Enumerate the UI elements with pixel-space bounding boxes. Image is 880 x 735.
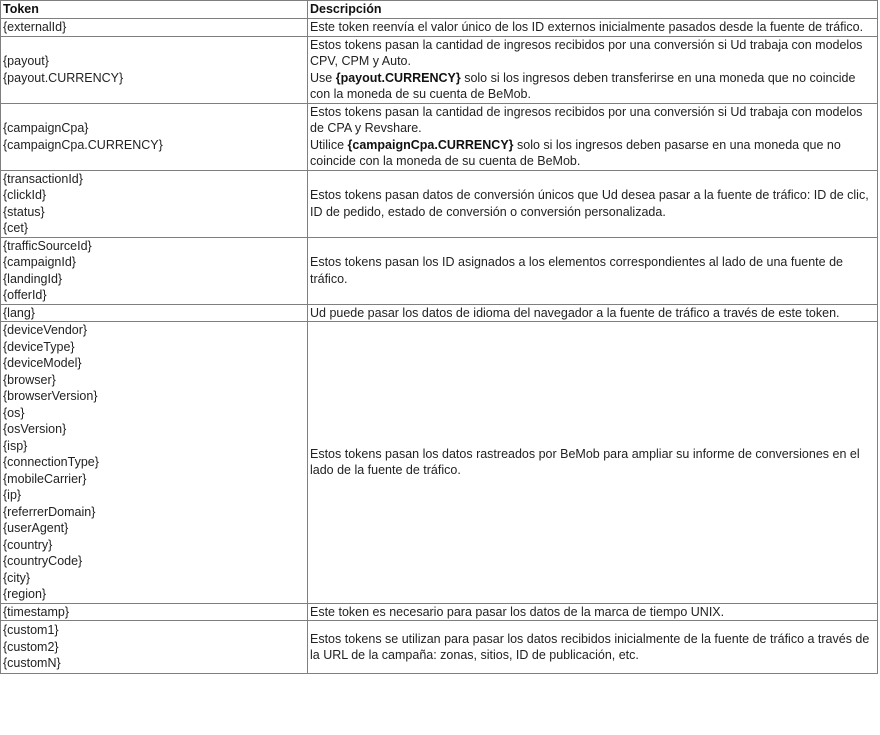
description-text: Este token reenvía el valor único de los ID externos inicialmente pasados desde la fuente de tráfico. <box>310 20 864 34</box>
note-token: {payout.CURRENCY} <box>335 70 461 85</box>
token-name: {campaignCpa.CURRENCY} <box>3 137 163 152</box>
token-name: {browserVersion} <box>3 389 98 403</box>
token-cell <box>1 621 308 674</box>
header-token: Token <box>1 1 308 19</box>
description-text: Estos tokens pasan los ID asignados a los elementos correspondientes al lado de una fuente de tráfico. <box>310 255 843 286</box>
description-text: Estos tokens pasan la cantidad de ingresos recibidos por una conversión si Ud trabaja con modelos CPV, CPM y Auto. <box>310 37 863 68</box>
token-name: {mobileCarrier} <box>3 471 87 486</box>
token-name: {ip} <box>3 488 22 502</box>
table-header-row <box>1 1 878 19</box>
description-cell <box>308 19 878 37</box>
table-row <box>1 322 878 604</box>
description-cell <box>308 237 878 304</box>
table-row <box>1 19 878 37</box>
token-name: {connectionType} <box>3 455 99 469</box>
token-name: {customN} <box>3 656 61 671</box>
token-name: {referrerDomain} <box>3 504 96 519</box>
token-name: {country} <box>3 537 53 552</box>
currency-note <box>310 137 875 170</box>
token-name: {osVersion} <box>3 422 67 436</box>
token-name: {clickId} <box>3 188 47 202</box>
token-name: {payout.CURRENCY} <box>3 70 124 85</box>
description-cell <box>308 170 878 237</box>
table-body <box>1 19 878 674</box>
token-name: {custom2} <box>3 639 59 654</box>
token-name: {transactionId} <box>3 171 83 186</box>
description-text: Estos tokens se utilizan para pasar los datos recibidos inicialmente de la fuente de tráfico a través de la URL de la campaña: zonas, sitios, ID de publicación, etc. <box>310 631 870 662</box>
token-name: {externalId} <box>3 20 67 34</box>
token-name: {browser} <box>3 372 56 387</box>
description-cell <box>308 103 878 170</box>
token-name: {campaignCpa} <box>3 121 89 135</box>
description-text: Estos tokens pasan los datos rastreados por BeMob para ampliar su informe de conversiones en el lado de la fuente de tráfico. <box>310 446 860 478</box>
token-name: {payout} <box>3 54 49 68</box>
token-name: {offerId} <box>3 288 47 302</box>
token-cell <box>1 36 308 103</box>
table-row <box>1 304 878 322</box>
table-row <box>1 103 878 170</box>
note-suffix: solo si los ingresos deben transferirse en una moneda que no coincide con la moneda de su cuenta de BeMob. <box>310 70 856 101</box>
header-description: Descripción <box>308 1 878 19</box>
token-name: {city} <box>3 570 31 585</box>
note-suffix: solo si los ingresos deben pasarse en una moneda que no coincide con la moneda de su cuenta de BeMob. <box>310 137 841 168</box>
token-name: {countryCode} <box>3 554 83 568</box>
token-name: {landingId} <box>3 271 63 286</box>
description-text: Estos tokens pasan la cantidad de ingresos recibidos por una conversión si Ud trabaja con modelos de CPA y Revshare. <box>310 104 863 135</box>
currency-note <box>310 70 875 103</box>
description-text: Estos tokens pasan datos de conversión únicos que Ud desea pasar a la fuente de tráfico: ID de clic, ID de pedido, estado de conversión o conversión personalizada. <box>310 188 869 219</box>
token-cell <box>1 237 308 304</box>
description-cell <box>308 603 878 621</box>
token-name: {lang} <box>3 305 35 320</box>
token-cell <box>1 19 308 37</box>
description-cell <box>308 322 878 604</box>
token-cell <box>1 304 308 322</box>
table-row <box>1 237 878 304</box>
token-cell <box>1 103 308 170</box>
description-cell <box>308 36 878 103</box>
token-cell <box>1 170 308 237</box>
token-name: {deviceModel} <box>3 356 82 370</box>
token-name: {isp} <box>3 438 28 453</box>
token-name: {deviceType} <box>3 339 75 354</box>
description-text: Ud puede pasar los datos de idioma del navegador a la fuente de tráfico a través de este token. <box>310 305 840 320</box>
token-cell <box>1 322 308 604</box>
table-row <box>1 603 878 621</box>
table-row <box>1 36 878 103</box>
token-name: {deviceVendor} <box>3 323 88 337</box>
note-token: {campaignCpa.CURRENCY} <box>347 137 514 152</box>
token-name: {os} <box>3 405 25 420</box>
token-name: {cet} <box>3 221 29 235</box>
token-name: {userAgent} <box>3 521 69 535</box>
description-cell <box>308 304 878 322</box>
token-name: {status} <box>3 204 45 219</box>
token-cell <box>1 603 308 621</box>
token-name: {trafficSourceId} <box>3 238 92 253</box>
token-name: {campaignId} <box>3 255 76 269</box>
description-text: Este token es necesario para pasar los datos de la marca de tiempo UNIX. <box>310 604 725 619</box>
note-prefix: Utilice <box>310 137 348 152</box>
description-cell <box>308 621 878 674</box>
table-row <box>1 621 878 674</box>
token-name: {custom1} <box>3 623 59 638</box>
token-name: {timestamp} <box>3 604 70 619</box>
note-prefix: Use <box>310 70 336 85</box>
token-name: {region} <box>3 587 47 601</box>
table-row <box>1 170 878 237</box>
